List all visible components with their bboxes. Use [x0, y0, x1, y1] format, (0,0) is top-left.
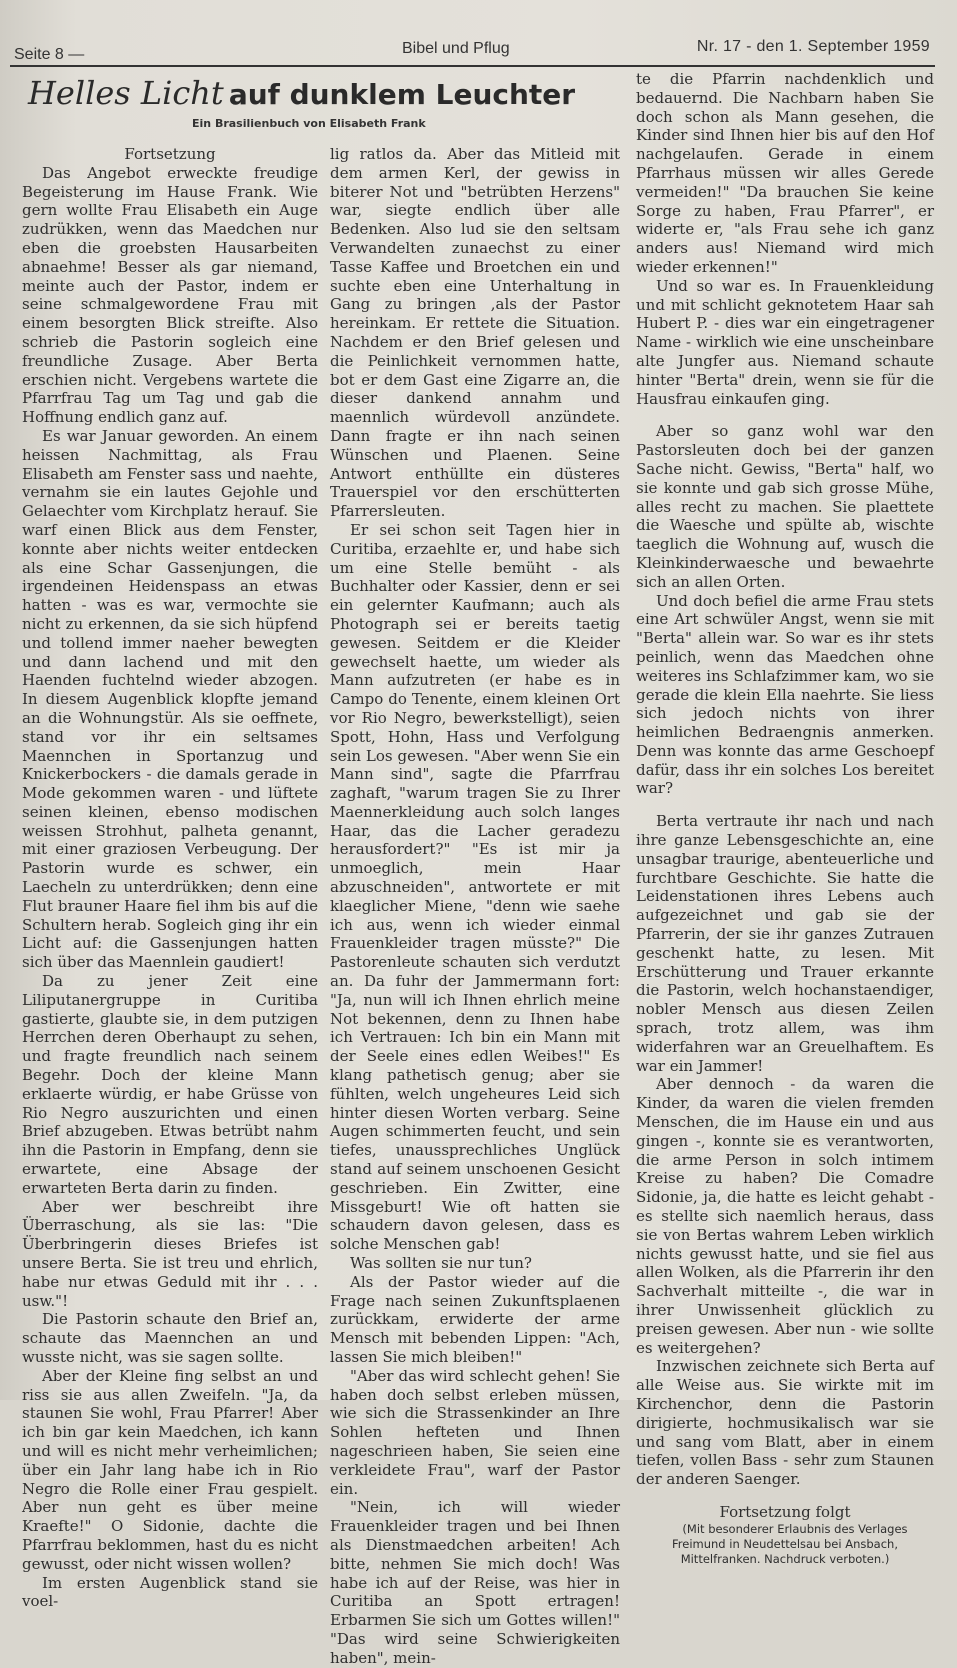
- paragraph: "Aber das wird schlecht gehen! Sie haben doch selbst erleben müssen, wie sich die Strassenkinder an Ihre Sohlen hefteten und Ihnen nageschrieen haben, Sie seien eine verkleidete Frau", warf der Pastor ein.: [330, 1366, 620, 1498]
- page-header: [10, 38, 940, 66]
- continued-label: Fortsetzung folgt: [719, 1502, 851, 1521]
- paragraph: Da zu jener Zeit eine Liliputanergruppe in Curitiba gastierte, glaubte sie, in dem putzigen Herrchen deren Oberhaupt zu sehen, und fragte freundlich nach seinem Begehr. Doch der kleine Mann erklaerte würdig, er habe Grüsse von Rio Negro auszurichten und einen Brief abzugeben. Etwas betrübt nahm ihn die Pastorin in Empfang, denn sie erwartete, eine Absage der erwarteten Berta darin zu finden.: [22, 972, 318, 1197]
- article-title: [28, 74, 628, 118]
- title-script-part: Helles Licht: [28, 74, 224, 112]
- paragraph: Und doch befiel die arme Frau stets eine Art schwüler Angst, wenn sie mit "Berta" allein war. So war es ihr stets peinlich, wenn das Maedchen ohne weiteres ins Schlafzimmer kam, wo sie gerade die klein Ella naehrte. Sie liess sich jedoch nichts von ihrer heimlichen Bedraengnis anmerken. Denn was konnte das arme Geschoepf dafür, dass ihr ein solches Los bereitet war?: [636, 591, 934, 798]
- issue-date: Nr. 17 - den 1. September 1959: [696, 38, 930, 55]
- page-number: Seite 8 —: [14, 46, 85, 63]
- column-3: [636, 70, 934, 1567]
- paragraph: Die Pastorin schaute den Brief an, schaute das Maennchen an und wusste nicht, was sie sagen sollte.: [22, 1310, 318, 1366]
- paragraph: Berta vertraute ihr nach und nach ihre ganze Lebensgeschichte an, eine unsagbar traurige, abenteuerliche und furchtbare Geschichte. Sie hatte die Leidenstationen ihres Lebens auch aufgezeichnet und gab sie der Pfarrerin, der sie ihr ganzes Zutrauen geschenkt hatte, zu lesen. Mit Erschütterung und Trauer erkannte die Pastorin, welch hochanstaendiger, nobler Mensch aus diesen Zeilen sprach, trotz allem, was ihm widerfahren war an Greuelhaftem. Es war ein Jammer!: [636, 812, 934, 1075]
- paragraph: Aber wer beschreibt ihre Überraschung, als sie las: "Die Überbringerin dieses Briefes ist unsere Berta. Sie ist treu und ehrlich, habe nur etwas Geduld mit ihr . . . usw."!: [22, 1197, 318, 1310]
- continuation-label: Fortsetzung: [124, 145, 216, 163]
- paragraph: Und so war es. In Frauenkleidung und mit schlicht geknotetem Haar sah Hubert P. - dies war ein eingetragener Name - wirklich wie eine unscheinbare alte Jungfer aus. Niemand schaute hinter "Berta" drein, wenn sie für die Hausfrau einkaufen ging.: [636, 276, 934, 408]
- paragraph: Als der Pastor wieder auf die Frage nach seinen Zukunftsplaenen zurückkam, erwiderte der arme Mensch mit bebenden Lippen: "Ach, lassen Sie mich bleiben!": [330, 1272, 620, 1366]
- paragraph: Was sollten sie nur tun?: [350, 1254, 532, 1273]
- copyright-note: (Mit besonderer Erlaubnis des Verlages Freimund in Neudettelsau bei Ansbach, Mittelfranken. Nachdruck verboten.): [672, 1521, 908, 1566]
- paragraph: lig ratlos da. Aber das Mitleid mit dem armen Kerl, der gewiss in biterer Not und "betrübten Herzens" war, siegte endlich über alle Bedenken. Also lud sie den seltsam Verwandelten zunaechst zu einer Tasse Kaffee und Broetchen ein und suchte eben eine Unterhaltung in Gang zu bringen ,als der Pastor hereinkam. Er rettete die Situation. Nachdem er den Brief gelesen und die Peinlichkeit vernommen hatte, bot er dem Gast eine Zigarre an, die dieser dankend annahm und maennlich würdevoll anzündete. Dann fragte er ihn nach seinen Wünschen und Plaenen. Seine Antwort enthüllte ein düsteres Trauerspiel vor den erschütterten Pfarrersleuten.: [330, 145, 620, 521]
- paragraph: te die Pfarrin nachdenklich und bedauernd. Die Nachbarn haben Sie doch schon als Mann gesehen, die Kinder sind Ihnen hier bis auf den Hof nachgelaufen. Gerade in einem Pfarrhaus müssen wir alles Gerede vermeiden!" "Da brauchen Sie keine Sorge zu haben, Frau Pfarrer", er widerte er, "als Frau sehe ich ganz anders aus! Niemand wird mich wieder erkennen!": [636, 70, 934, 276]
- publication-name: Bibel und Pflug: [402, 40, 510, 57]
- paragraph: Aber dennoch - da waren die Kinder, da waren die vielen fremden Menschen, die im Hause ein und aus gingen -, konnte sie es verantworten, die arme Person in solch intimem Kreise zu haben? Die Comadre Sidonie, ja, die hatte es leicht gehabt - es stellte sich naemlich heraus, dass sie von Bertas wahrem Leben wirklich nichts gewusst hatte, und sie fiel aus allen Wolken, als die Pfarrerin ihr den Sachverhalt mitteilte -, die war in ihrer Unwissenheit glücklich zu preisen gewesen. Aber nun - wie sollte es weitergehen?: [636, 1075, 934, 1357]
- paragraph: Es war Januar geworden. An einem heissen Nachmittag, als Frau Elisabeth am Fenster sass und naehte, vernahm sie ein lautes Gejohle und Gelaechter vom Kirchplatz herauf. Sie warf einen Blick aus dem Fenster, konnte aber nichts weiter entdecken als eine Schar Gassenjungen, die irgendeinen Heidenspass an etwas hatten - was es war, vermochte sie nicht zu erkennen, da sie sich hüpfend und tollend immer naeher bewegten und dann lachend und mit den Haenden fuchtelnd wieder abzogen. In diesem Augenblick klopfte jemand an die Wohnungstür. Als sie oeffnete, stand vor ihr ein seltsames Maennchen in Sportanzug und Knickerbockers - die damals gerade in Mode gekommen waren - und lüftete seinen kleinen, ebenso modischen weissen Strohhut, palheta genannt, mit einer graziosen Verbeugung. Der Pastorin wurde es schwer, ein Laecheln zu unterdrükken; denn eine Flut brauner Haare fiel ihm bis auf die Schultern herab. Sogleich ging ihr ein Licht auf: die Gassenjungen hatten sich über das Maennlein gaudiert!: [22, 426, 318, 972]
- paragraph: Er sei schon seit Tagen hier in Curitiba, erzaehlte er, und habe sich um eine Stelle bemüht - als Buchhalter oder Kassier, denn er sei ein gelernter Kaufmann; auch als Photograph sei er bereits taetig gewesen. Seitdem er die Kleider gewechselt haette, um wieder als Mann aufzutreten (er habe es in Campo do Tenente, einem kleinen Ort vor Rio Negro, bewerkstelligt), seien Spott, Hohn, Hass und Verfolgung sein Los gewesen. "Aber wenn Sie ein Mann sind", sagte die Pfarrfrau zaghaft, "warum tragen Sie zu Ihrer Maennerkleidung auch solch langes Haar, das die Lacher geradezu herausfordert?" "Es ist mir ja unmoeglich, mein Haar abzuschneiden", antwortete er mit klaeglicher Miene, "denn wie saehe ich aus, wenn ich wieder einmal Frauenkleider tragen müsste?" Die Pastorenleute schauten sich verdutzt an. Da fuhr der Jammermann fort: "Ja, nun will ich Ihnen ehrlich meine Not bekennen, denn zu Ihnen habe ich Vertrauen: Ich bin ein Mann mit der Seele eines edlen Weibes!" Es klang pathetisch genug; aber sie fühlten, welch ungeheures Leid sich hinter diesen Worten verbarg. Seine Augen schimmerten feucht, und sein tiefes, unaussprechliches Unglück stand auf seinem unschoenen Gesicht geschrieben. Ein Zwitter, eine Missgeburt! Wie oft hatten sie schaudern davon gelesen, dass es solche Menschen gab!: [330, 520, 620, 1254]
- paragraph: Das Angebot erweckte freudige Begeisterung im Hause Frank. Wie gern wollte Frau Elisabeth ein Auge zudrükken, wenn das Maedchen nur eben die groebsten Hausarbeiten abnaehme! Besser als gar niemand, meinte auch der Pastor, indem er seine schmalgewordene Frau mit einem besorgten Blick streifte. Also schrieb die Pastorin sogleich eine freundliche Zusage. Aber Berta erschien nicht. Vergebens wartete die Pfarrfrau Tag um Tag und gab die Hoffnung endlich ganz auf.: [22, 163, 318, 427]
- paragraph: "Nein, ich will wieder Frauenkleider tragen und bei Ihnen als Dienstmaedchen arbeiten! Ach bitte, nehmen Sie mich doch! Was habe ich auf der Reise, was hier in Curitiba an Spott ertragen! Erbarmen Sie sich um Gottes willen!" "Das wird seine Schwierigkeiten haben", mein-: [330, 1498, 620, 1667]
- title-bold-part: auf dunklem Leuchter: [228, 78, 576, 111]
- paragraph: Aber so ganz wohl war den Pastorsleuten doch bei der ganzen Sache nicht. Gewiss, "Berta" half, wo sie konnte und gab sich grosse Mühe, alles recht zu machen. Sie plaettete die Waesche und spülte ab, wischte taeglich die Wohnung auf, wusch die Kleinkinderwaesche und bewaehrte sich an allen Orten.: [636, 422, 934, 591]
- article-subtitle: Ein Brasilienbuch von Elisabeth Frank: [192, 117, 426, 130]
- column-2: [330, 145, 620, 1668]
- paragraph: Inzwischen zeichnete sich Berta auf alle Weise aus. Sie wirkte mit im Kirchenchor, denn die Pastorin dirigierte, hochmusikalisch war sie und sang vom Blatt, aber in einem tiefen, vollen Bass - sehr zum Staunen der anderen Saenger.: [636, 1357, 934, 1489]
- paragraph: Im ersten Augenblick stand sie voel-: [22, 1573, 318, 1611]
- header-rule: [10, 65, 935, 67]
- column-1: [22, 145, 318, 1611]
- paragraph: Aber der Kleine fing selbst an und riss sie aus allen Zweifeln. "Ja, da staunen Sie wohl, Frau Pfarrer! Aber ich bin gar kein Maedchen, ich kann und will es nicht mehr verheimlichen; über ein Jahr lang habe ich in Rio Negro die Rolle einer Frau gespielt. Aber nun geht es über meine Kraefte!" O Sidonie, dachte die Pfarrfrau beklommen, hast du es nicht gewusst, oder nicht wissen wollen?: [22, 1366, 318, 1573]
